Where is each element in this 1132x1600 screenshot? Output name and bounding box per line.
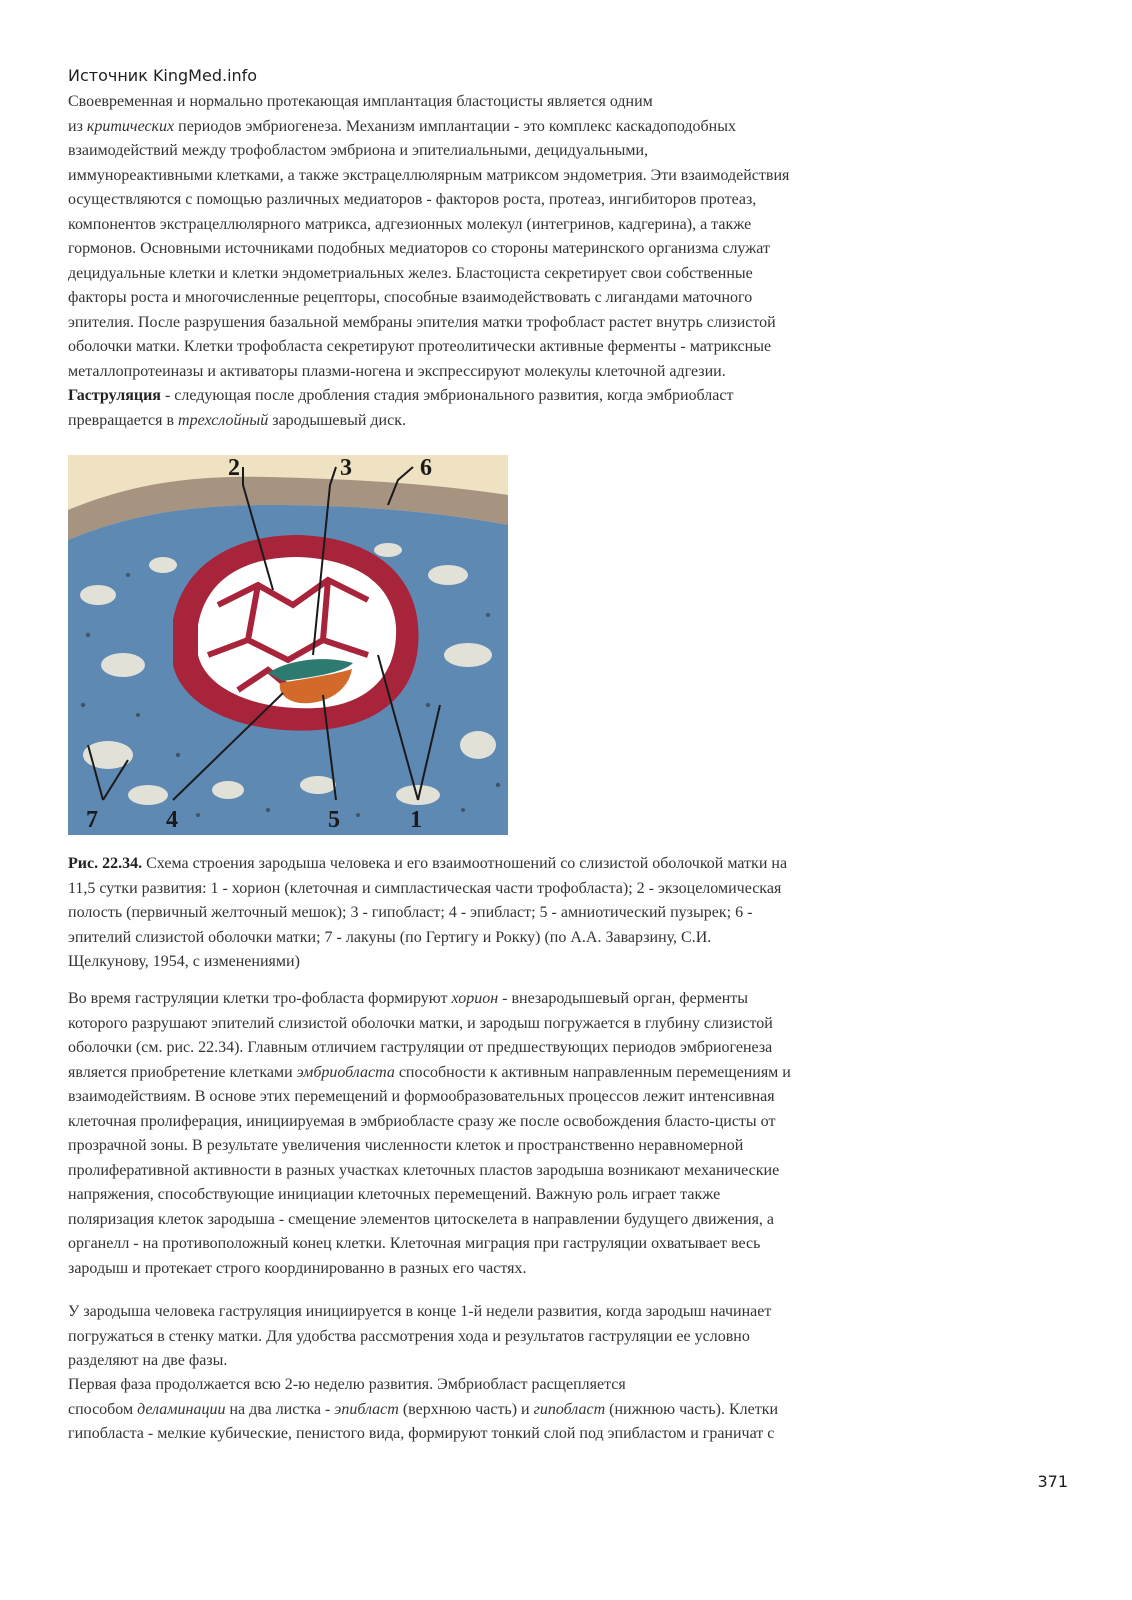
text-line: пролиферативной активности в разных участках клеточных пластов зародыша возникают механические [68, 1161, 780, 1179]
label-5: 5 [328, 807, 340, 833]
text-line: гипобласта - мелкие кубические, пенистого вида, формируют тонкий слой под эпибластом и граничат с [68, 1425, 775, 1442]
text-line: гормонов. Основными источниками подобных медиаторов со стороны материнского организма служат [68, 240, 770, 257]
text-run: на два листка - [225, 1400, 335, 1418]
text-run: является приобретение клетками [68, 1063, 297, 1081]
text-line: осуществляются с помощью различных медиаторов - факторов роста, протеаз, ингибиторов протеаз, [68, 191, 757, 208]
text-run: периодов эмбриогенеза. Механизм имплантации - это комплекс каскадоподобных [174, 117, 736, 135]
text-line: разделяют на две фазы. [68, 1352, 228, 1369]
text-line [68, 987, 1068, 1012]
text-line [68, 384, 1068, 409]
label-1: 1 [410, 807, 422, 833]
text-line: компонентов экстрацеллюлярного матрикса, адгезионных молекул (интегринов, кадгерина), а также [68, 215, 752, 233]
paragraph-phases [68, 1300, 1068, 1374]
text-line: взаимодействий между трофобластом эмбриона и эпителиальными, децидуальными, [68, 142, 649, 159]
text-line: У зародыша человека гаструляция инициируется в конце 1-й недели развития, когда зародыш начинает [68, 1303, 772, 1320]
text-line: прозрачной зоны. В результате увеличения численности клеток и пространственно неравномерной [68, 1137, 744, 1154]
label-3: 3 [340, 455, 352, 481]
page-number: 371 [1037, 1472, 1068, 1491]
embryo-illustration [68, 455, 508, 835]
text-run: (нижнюю часть). Клетки [605, 1400, 779, 1418]
emphasis-term: эпибласт [334, 1400, 399, 1418]
figure-caption [68, 852, 1068, 975]
text-line: эпителия. После разрушения базальной мембраны эпителия матки трофобласт растет внутрь слизистой [68, 313, 776, 331]
text-line [68, 115, 1068, 140]
text-run: способности к активным направленным перемещениям и [394, 1063, 791, 1081]
text-line: децидуальные клетки и клетки эндометриальных желез. Бластоциста секретирует свои собственные [68, 264, 753, 282]
text-run: превращается в [68, 411, 179, 429]
text-line: зародыш и протекает строго координированно в разных его частях. [68, 1259, 527, 1277]
text-line: поляризация клеток зародыша - смещение элементов цитоскелета в направлении будущего движения, а [68, 1210, 775, 1228]
text-run: зародышевый диск. [268, 411, 406, 429]
text-run: из [68, 117, 87, 135]
text-line: Своевременная и нормально протекающая имплантация бластоцисты является одним [68, 93, 653, 110]
text-line: полость (первичный желточный мешок); 3 - гипобласт; 4 - эпибласт; 5 - амниотический пузырек; 6 - [68, 904, 753, 921]
figure-number: Рис. 22.34. [68, 855, 143, 872]
text-line: оболочки матки. Клетки трофобласта секретируют протеолитически активные ферменты - матриксные [68, 338, 772, 355]
text-run: (верхнюю часть) и [398, 1400, 534, 1418]
text-run: Схема строения зародыша человека и его взаимоотношений со слизистой оболочкой матки на [142, 855, 788, 872]
text-line: металлопротеиназы и активаторы плазми-ногена и экспрессируют молекулы клеточной адгезии. [68, 362, 726, 380]
emphasis-term: эмбриобласта [296, 1063, 395, 1081]
text-line: взаимодействиям. В основе этих перемещений и формообразовательных процессов лежит интенсивная [68, 1088, 775, 1105]
emphasis-term: деламинации [137, 1400, 226, 1418]
text-line: Первая фаза продолжается всю 2-ю неделю развития. Эмбриобласт расщепляется [68, 1376, 626, 1393]
paragraph-first-phase [68, 1373, 1068, 1447]
text-line [68, 409, 1068, 434]
text-line: органелл - на противоположный конец клетки. Клеточная миграция при гаструляции охватывает весь [68, 1235, 761, 1252]
text-run: Во время гаструляции клетки тро-фобласта формируют [68, 990, 452, 1007]
text-line: иммунореактивными клетками, а также экстрацеллюлярным матриксом эндометрия. Эти взаимодействия [68, 166, 790, 184]
label-4: 4 [166, 807, 178, 833]
text-run: способом [68, 1400, 138, 1418]
text-line: 11,5 сутки развития: 1 - хорион (клеточная и симпластическая части трофобласта); 2 - экзоцеломическая [68, 879, 782, 897]
emphasis-term: хорион [451, 990, 499, 1007]
embryo-figure [68, 455, 508, 835]
text-line [68, 1061, 1068, 1086]
emphasis-term: критических [86, 117, 175, 135]
text-line: эпителий слизистой оболочки матки; 7 - лакуны (по Гертигу и Рокку) (по А.А. Заварзину, С.И. [68, 928, 712, 946]
text-line: оболочки (см. рис. 22.34). Главным отличием гаструляции от предшествующих периодов эмбриогенеза [68, 1039, 773, 1056]
text-line: факторы роста и многочисленные рецепторы, способные взаимодействовать с лигандами маточного [68, 289, 753, 306]
emphasis-term: трехслойный [178, 411, 269, 429]
text-run: - следующая после дробления стадия эмбрионального развития, когда эмбриобласт [160, 387, 734, 404]
label-6: 6 [420, 455, 432, 481]
paragraph-implantation [68, 90, 1068, 433]
text-line [68, 1398, 1068, 1423]
source-header: Источник KingMed.info [68, 66, 258, 85]
text-run: - внезародышевый орган, ферменты [498, 990, 749, 1007]
text-line: напряжения, способствующие инициации клеточных перемещений. Важную роль играет также [68, 1186, 721, 1203]
gastrulation-term: Гаструляция [68, 387, 161, 404]
emphasis-term: гипобласт [533, 1400, 606, 1418]
label-7: 7 [86, 807, 98, 833]
label-2: 2 [228, 455, 240, 481]
text-line: клеточная пролиферация, инициируемая в эмбриобласте сразу же после освобождения бласто-цисты от [68, 1112, 776, 1130]
text-line: погружаться в стенку матки. Для удобства рассмотрения хода и результатов гаструляции ее условно [68, 1327, 750, 1345]
text-line [68, 852, 1068, 877]
text-line: Щелкунову, 1954, с изменениями) [68, 953, 300, 970]
text-line: которого разрушают эпителий слизистой оболочки матки, и зародыш погружается в глубину слизистой [68, 1014, 773, 1032]
paragraph-gastrulation [68, 987, 1068, 1281]
